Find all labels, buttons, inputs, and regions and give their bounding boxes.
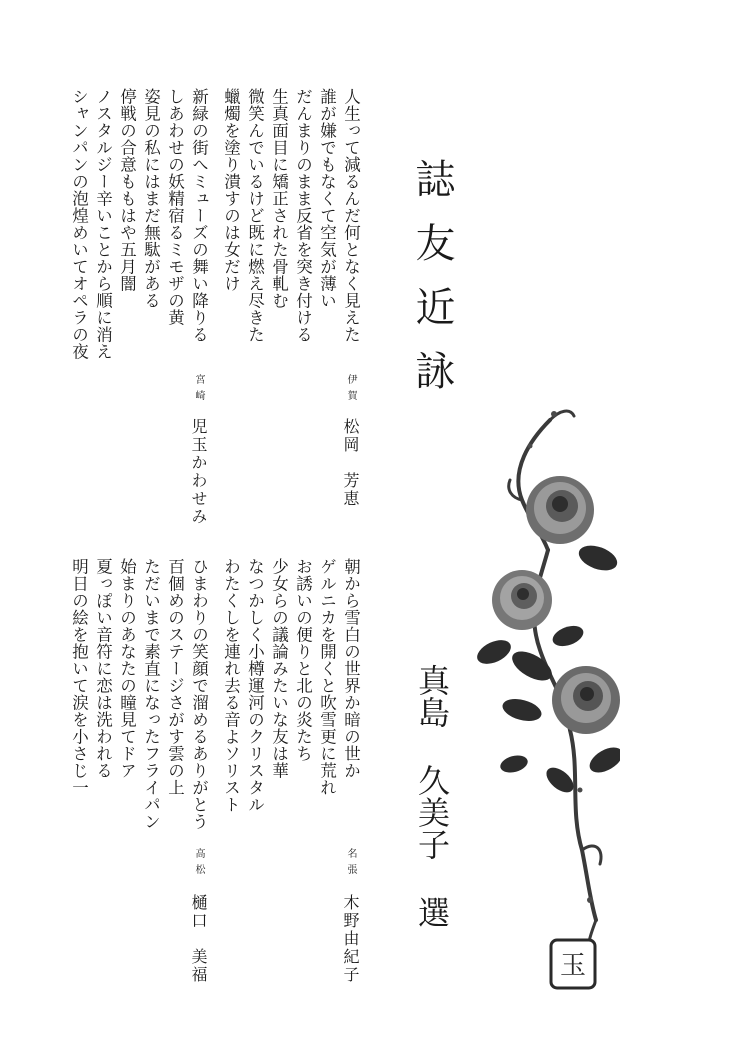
poem-3-line-3: お誘いの便りと北の炎たち bbox=[293, 558, 313, 762]
poem-3-line-5: なつかしく小樽運河のクリスタル bbox=[245, 558, 265, 813]
poem-4-line-6: 明日の絵を抱いて涙を小さじ一 bbox=[69, 558, 89, 796]
poem-3-line-1: 朝から雪白の世界か暗の世か bbox=[341, 558, 361, 779]
rose-top bbox=[526, 476, 594, 544]
poem-1-line-2: 誰が嫌でもなくて空気が薄い bbox=[317, 88, 337, 309]
poem-3-place: 名張 bbox=[345, 848, 356, 880]
poem-3-line-6: わたくしを連れ去る音よソリスト bbox=[221, 558, 241, 813]
poem-3-line-4: 少女らの議論みたいな友は華 bbox=[269, 558, 289, 779]
poem-1-author: 松岡 芳恵 bbox=[341, 418, 360, 508]
poem-4-line-4: 始まりのあなたの瞳見てドア bbox=[117, 558, 137, 779]
rose-bottom bbox=[552, 666, 620, 734]
selector-role: 選 bbox=[413, 896, 451, 928]
poem-1-line-1: 人生って減るんだ何となく見えた bbox=[341, 88, 361, 343]
poem-2-line-6: シャンパンの泡煌めいてオペラの夜 bbox=[69, 88, 89, 360]
page-title: 誌友近詠 bbox=[409, 158, 455, 414]
rose-middle bbox=[492, 570, 552, 630]
seal-text: 玉 bbox=[559, 951, 587, 981]
poem-3-author: 木野由紀子 bbox=[341, 894, 360, 984]
poem-1-line-3: だんまりのまま反省を突き付ける bbox=[293, 88, 313, 343]
selector-family-name: 真島 bbox=[413, 664, 451, 728]
poem-1-line-5: 微笑んでいるけど既に燃え尽きた bbox=[245, 88, 265, 343]
selector-credit bbox=[404, 664, 451, 944]
poem-2-line-5: ノスタルジー辛いことから順に消え bbox=[93, 88, 113, 360]
selector-given-name: 久美子 bbox=[413, 764, 451, 860]
poem-4-line-3: ただいまで素直になったフライパン bbox=[141, 558, 161, 830]
poem-3-line-2: ゲルニカを開くと吹雪更に荒れ bbox=[317, 558, 337, 796]
seal-stamp bbox=[549, 938, 597, 990]
poem-1-place: 伊賀 bbox=[345, 374, 356, 406]
poem-2-author: 児玉かわせみ bbox=[189, 418, 208, 526]
poem-4-author: 樋口 美福 bbox=[189, 894, 208, 984]
poem-4-place: 高松 bbox=[193, 848, 204, 880]
poem-4-line-5: 夏っぽい音符に恋は洗われる bbox=[93, 558, 113, 779]
poem-2-line-4: 停戦の合意ももはや五月闇 bbox=[117, 88, 137, 292]
poem-1-line-4: 生真面目に矯正された骨軋む bbox=[269, 88, 289, 309]
poem-2-place: 宮崎 bbox=[193, 374, 204, 406]
poem-2-line-2: しあわせの妖精宿るミモザの黄 bbox=[165, 88, 185, 326]
poem-1-line-6: 蠟燭を塗り潰すのは女だけ bbox=[221, 88, 241, 292]
poem-2-line-1: 新緑の街へミューズの舞い降りる bbox=[189, 88, 209, 343]
poem-2-line-3: 姿見の私にはまだ無駄がある bbox=[141, 88, 161, 309]
poem-4-line-1: ひまわりの笑顔で溜めるありがとう bbox=[189, 558, 209, 830]
poem-4-line-2: 百個めのステージさがす雲の上 bbox=[165, 558, 185, 796]
rose-illustration bbox=[470, 380, 620, 1000]
